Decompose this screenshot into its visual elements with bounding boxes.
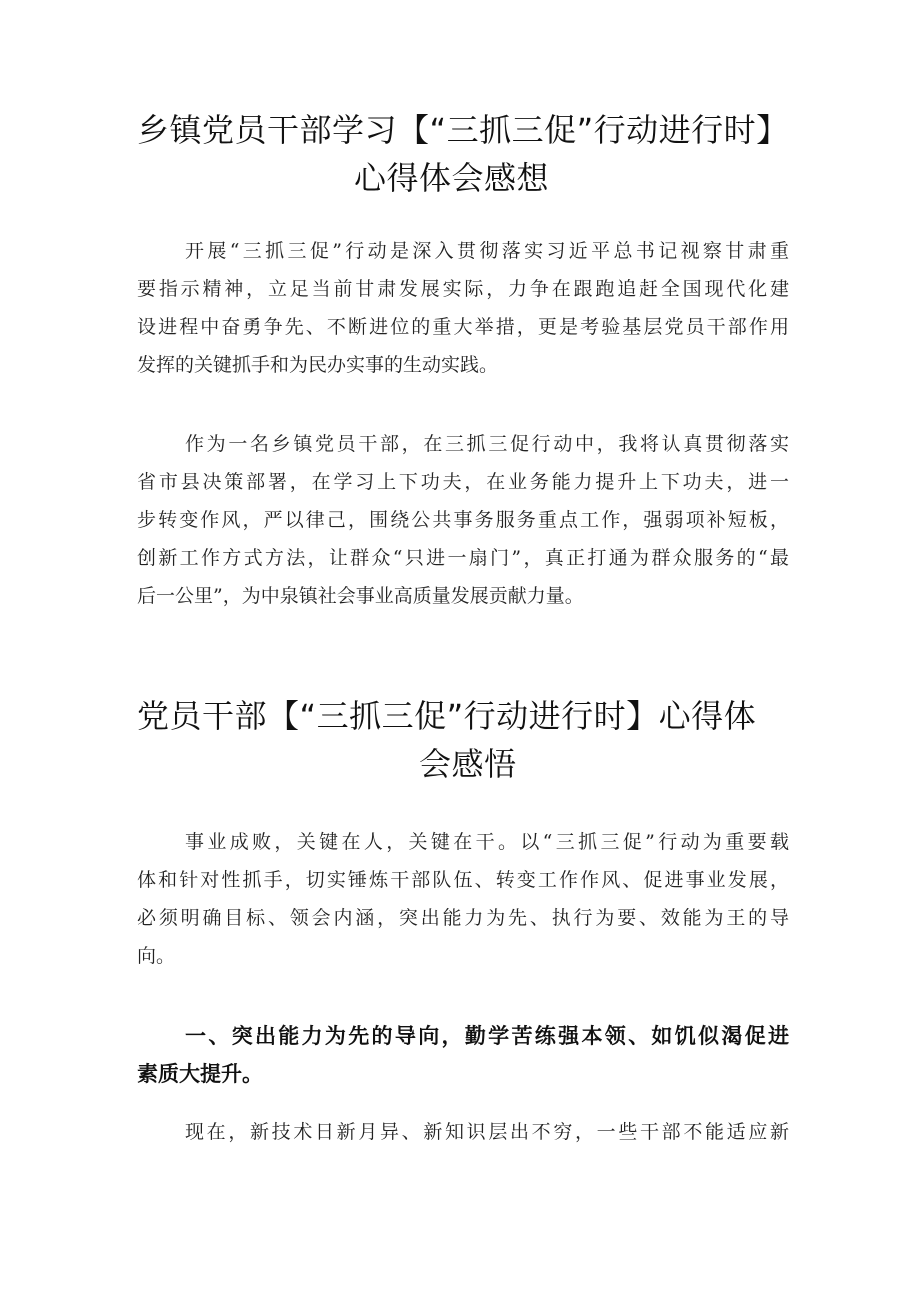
title-1-line-2: 心得体会感想 — [354, 159, 550, 197]
paragraph-line: 创新工作方式方法，让群众“只进一扇门”，真正打通为群众服务的“最 — [137, 547, 789, 569]
paragraph-line: 步转变作风，严以律己，围绕公共事务服务重点工作，强弱项补短板， — [137, 509, 789, 531]
heading-line: 素质大提升。 — [137, 1062, 263, 1086]
paragraph-line: 体和针对性抓手，切实锤炼干部队伍、转变工作作风、促进事业发展， — [137, 869, 789, 891]
paragraph-line: 后一公里”，为中泉镇社会事业高质量发展贡献力量。 — [137, 585, 584, 607]
paragraph-line: 要指示精神，立足当前甘肃发展实际，力争在跟跑追赶全国现代化建 — [137, 278, 789, 300]
title-2-line-1: 党员干部【“三抓三促”行动进行时】心得体 — [137, 697, 757, 735]
paragraph-line: 开展“三抓三促”行动是深入贯彻落实习近平总书记视察甘肃重 — [185, 240, 789, 262]
title-2-line-2: 会感悟 — [419, 745, 517, 783]
title-1-line-1: 乡镇党员干部学习【“三抓三促”行动进行时】 — [137, 111, 789, 149]
paragraph-line: 发挥的关键抓手和为民办实事的生动实践。 — [137, 354, 499, 376]
paragraph-line: 省市县决策部署，在学习上下功夫，在业务能力提升上下功夫，进一 — [137, 471, 789, 493]
paragraph-line: 事业成败，关键在人，关键在干。以“三抓三促”行动为重要载 — [185, 831, 789, 853]
paragraph-line: 必须明确目标、领会内涵，突出能力为先、执行为要、效能为王的导 — [137, 907, 789, 929]
paragraph-line: 向。 — [137, 945, 176, 967]
paragraph-line: 设进程中奋勇争先、不断进位的重大举措，更是考验基层党员干部作用 — [137, 316, 789, 338]
paragraph-line: 作为一名乡镇党员干部，在三抓三促行动中，我将认真贯彻落实 — [185, 433, 789, 455]
paragraph-line: 现在，新技术日新月异、新知识层出不穷，一些干部不能适应新 — [185, 1121, 789, 1143]
heading-line: 一、突出能力为先的导向，勤学苦练强本领、如饥似渴促进 — [185, 1024, 789, 1048]
